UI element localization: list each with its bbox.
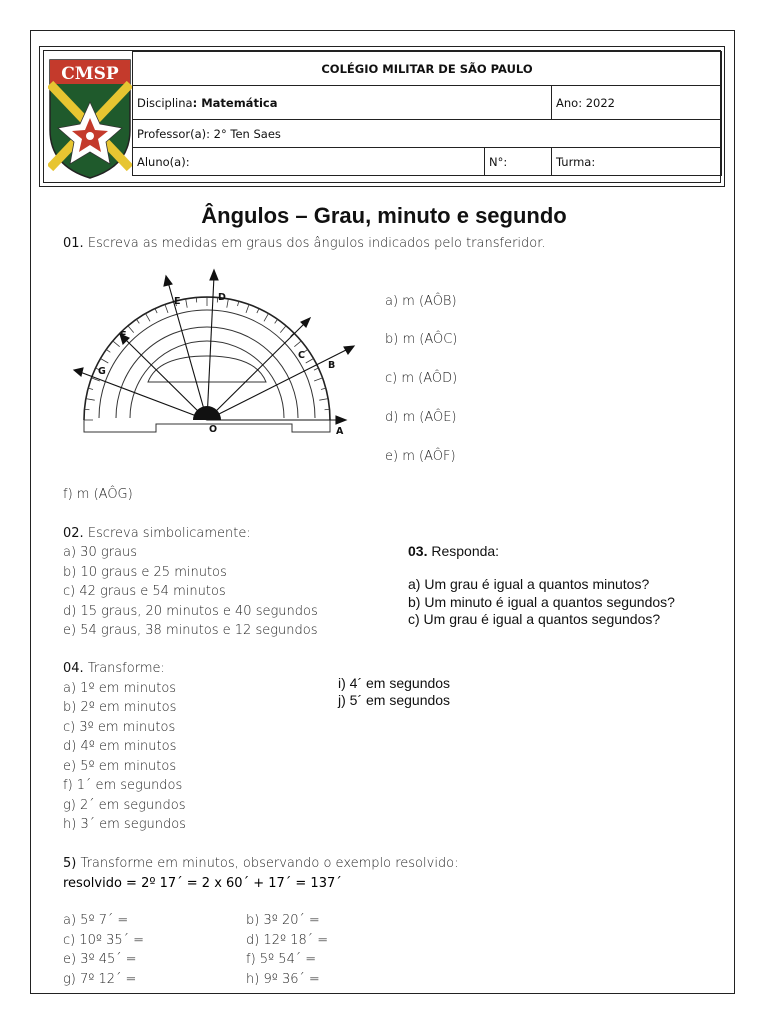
- ray-label-d: D: [218, 292, 226, 303]
- q2-number: 02.: [63, 526, 84, 541]
- q4-item-g: g) 2´ em segundos: [63, 798, 186, 813]
- protractor-tick: [113, 341, 120, 347]
- protractor-tick: [155, 309, 157, 314]
- protractor-tick: [280, 326, 286, 333]
- protractor-tick: [321, 388, 326, 389]
- school-name: COLÉGIO MILITAR DE SÃO PAULO: [133, 52, 722, 86]
- q1-item-e: e) m (AÔF): [385, 449, 456, 464]
- page-title: Ângulos – Grau, minuto e segundo: [201, 203, 567, 228]
- protractor-tick: [88, 388, 93, 389]
- q1-item-c: c) m (AÔD): [385, 371, 458, 386]
- q1-statement: [63, 234, 546, 254]
- q5-item-a: a) 5º 7´ =: [63, 913, 129, 928]
- protractor-tick: [314, 368, 319, 370]
- ray-label-e: E: [174, 296, 181, 307]
- number-cell: N°:: [485, 148, 552, 176]
- discipline-cell: [133, 86, 552, 120]
- protractor-tick: [257, 309, 259, 314]
- protractor-tick: [306, 359, 314, 364]
- protractor-tick: [86, 399, 95, 401]
- protractor-tick: [128, 326, 134, 333]
- protractor-tick: [106, 349, 110, 352]
- discipline-label: Disciplina: [137, 95, 193, 110]
- q5-item-f: f) 5º 54´ =: [246, 952, 317, 967]
- protractor-tick: [314, 378, 322, 381]
- q3-item-b: b) Um minuto é igual a quantos segundos?: [408, 594, 675, 610]
- protractor-tick: [165, 304, 168, 312]
- q5-item-c: c) 10º 35´ =: [63, 933, 144, 948]
- q3-number: 03.: [408, 543, 428, 559]
- q4-item-d: d) 4º em minutos: [63, 739, 177, 754]
- protractor-tick: [275, 319, 278, 323]
- q1-number: 01.: [63, 236, 84, 251]
- q2-statement: [63, 524, 251, 544]
- q2-text: Escreva simbolicamente:: [83, 526, 251, 541]
- protractor-tick: [246, 304, 249, 312]
- q1-text: Escreva as medidas em graus dos ângulos indicados pelo transferidor.: [83, 236, 546, 251]
- q2-item-a: a) 30 graus: [63, 545, 137, 560]
- q1-item-f: f) m (AÔG): [63, 487, 133, 502]
- q4-item-e: e) 5º em minutos: [63, 759, 177, 774]
- q4-item-h: h) 3´ em segundos: [63, 817, 186, 832]
- q5-example: resolvido = 2º 17´ = 2 x 60´ + 17´ = 137´: [63, 876, 342, 891]
- q4-item-b: b) 2º em minutos: [63, 700, 177, 715]
- q5-item-d: d) 12º 18´ =: [246, 933, 329, 948]
- student-cell: Aluno(a):: [133, 148, 485, 176]
- protractor-tick: [146, 313, 151, 321]
- q1-item-d: d) m (AÔE): [385, 410, 457, 425]
- discipline-value: : Matemática: [192, 95, 278, 110]
- protractor-tick: [227, 299, 229, 308]
- q2-item-d: d) 15 graus, 20 minutos e 40 segundos: [63, 604, 318, 619]
- year-cell: Ano: 2022: [552, 86, 722, 120]
- origin-label: O: [209, 424, 218, 435]
- school-logo: [48, 58, 132, 180]
- q2-item-c: c) 42 graus e 54 minutos: [63, 584, 226, 599]
- q3-item-c: c) Um grau é igual a quantos segundos?: [408, 611, 661, 627]
- ray-label-c: C: [298, 350, 305, 361]
- q4-statement: [63, 659, 165, 679]
- protractor-tick: [319, 399, 328, 401]
- q5-statement: [63, 854, 459, 874]
- q3-item-a: a) Um grau é igual a quantos minutos?: [408, 576, 650, 592]
- protractor-tick: [238, 301, 239, 306]
- protractor-tick: [100, 359, 108, 364]
- header-table: [132, 51, 722, 176]
- q4-text: Transforme:: [83, 661, 165, 676]
- q4-item-a: a) 1º em minutos: [63, 681, 177, 696]
- q5-item-e: e) 3º 45´ =: [63, 952, 137, 967]
- ray-label-b: B: [328, 360, 336, 371]
- q1-item-b: b) m (AÔC): [385, 332, 458, 347]
- q3-statement: [408, 543, 499, 560]
- ray-label-g: G: [98, 366, 106, 377]
- logo-text: CMSP: [61, 64, 119, 84]
- q4-number: 04.: [63, 661, 84, 676]
- q1-item-a: a) m (AÔB): [385, 294, 457, 309]
- q3-text: Responda:: [427, 543, 500, 559]
- ray-label-f: F: [120, 330, 127, 341]
- q5-number: 5): [63, 856, 77, 871]
- protractor-tick: [136, 319, 139, 323]
- protractor-figure: [70, 268, 360, 466]
- q4-item-f: f) 1´ em segundos: [63, 778, 183, 793]
- protractor-tick: [186, 299, 188, 308]
- class-cell: Turma:: [552, 148, 722, 176]
- q5-item-b: b) 3º 20´ =: [246, 913, 320, 928]
- q5-text: Transforme em minutos, observando o exemplo resolvido:: [76, 856, 459, 871]
- q4-item-j: j) 5´ em segundos: [338, 692, 451, 708]
- q5-item-g: g) 7º 12´ =: [63, 972, 137, 987]
- q2-item-e: e) 54 graus, 38 minutos e 12 segundos: [63, 623, 318, 638]
- q4-item-c: c) 3º em minutos: [63, 720, 176, 735]
- q2-item-b: b) 10 graus e 25 minutos: [63, 565, 227, 580]
- q4-item-i: i) 4´ em segundos: [338, 675, 451, 691]
- protractor-tick: [264, 313, 269, 321]
- protractor-tick: [294, 341, 301, 347]
- ray-label-a: A: [336, 426, 344, 437]
- teacher-cell: Professor(a): 2° Ten Saes: [133, 120, 722, 148]
- q5-item-h: h) 9º 36´ =: [246, 972, 320, 987]
